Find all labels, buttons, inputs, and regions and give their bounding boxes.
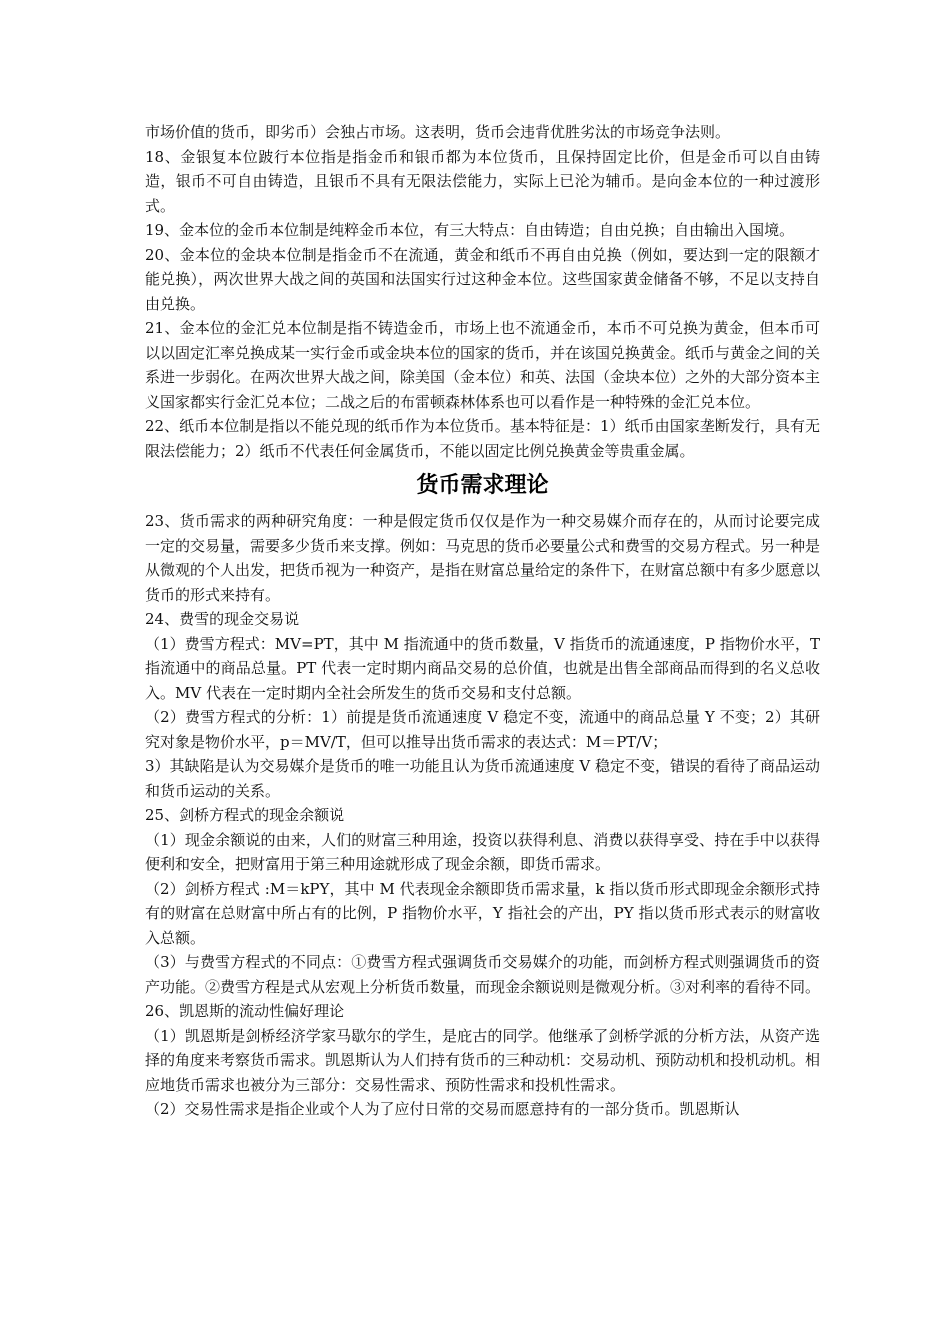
paragraph-top-2: 18、金银复本位跛行本位指是指金币和银币都为本位货币，且保持固定比价，但是金币可以自由铸造，银币不可自由铸造，且银币不具有无限法偿能力，实际上已沦为辅币。是向金本位的一种过渡形式。 — [145, 147, 820, 215]
paragraph-bottom-2: 24、费雪的现金交易说 — [145, 610, 300, 628]
paragraph-top-1: 市场价值的货币，即劣币）会独占市场。这表明，货币会违背优胜劣汰的市场竞争法则。 — [145, 123, 731, 141]
paragraph-bottom-1: 23、货币需求的两种研究角度：一种是假定货币仅仅是作为一种交易媒介而存在的，从而讨论要完成一定的交易量，需要多少货币来支撑。例如：马克思的货币必要量公式和费雪的交易方程式。另一种是从微观的个人出发，把货币视为一种资产，是指在财富总量给定的条件下，在财富总额中有多少愿意以货币的形式来持有。 — [145, 512, 821, 604]
section-title: 货币需求理论 — [416, 473, 549, 498]
paragraph-bottom-5: 3）其缺陷是认为交易媒介是货币的唯一功能且认为货币流通速度 V 稳定不变，错误的看待了商品运动和货币运动的关系。 — [145, 757, 820, 800]
paragraph-bottom-11: （1）凯恩斯是剑桥经济学家马歇尔的学生，是庇古的同学。他继承了剑桥学派的分析方法，从资产选择的角度来考察货币需求。凯恩斯认为人们持有货币的三种动机：交易动机、预防动机和投机动机。相应地货币需求也被分为三部分：交易性需求、预防性需求和投机性需求。 — [145, 1026, 821, 1094]
paragraph-bottom-10: 26、凯恩斯的流动性偏好理论 — [145, 1002, 345, 1020]
paragraph-bottom-8: （2）剑桥方程式 :M＝kPY，其中 M 代表现金余额即货币需求量，k 指以货币形式即现金余额形式持有的财富在总财富中所占有的比例，P 指物价水平，Y 指社会的产出，PY 指以货币形式表示的财富收入总额。 — [145, 879, 820, 947]
paragraph-top-5: 21、金本位的金汇兑本位制是指不铸造金币，市场上也不流通金币，本币不可兑换为黄金，但本币可以以固定汇率兑换成某一实行金币或金块本位的国家的货币，并在该国兑换黄金。纸币与黄金之间的关系进一步弱化。在两次世界大战之间，除美国（金本位）和英、法国（金块本位）之外的大部分资本主义国家都实行金汇兑本位；二战之后的布雷顿森林体系也可以看作是一种特殊的金汇兑本位。 — [145, 319, 821, 411]
paragraph-bottom-9: （3）与费雪方程式的不同点：①费雪方程式强调货币交易媒介的功能，而剑桥方程式则强调货币的资产功能。②费雪方程是式从宏观上分析货币数量，而现金余额说则是微观分析。③对利率的看待不同。 — [145, 953, 821, 996]
paragraph-bottom-3: （1）费雪方程式：MV=PT，其中 M 指流通中的货币数量，V 指货币的流通速度，P 指物价水平，T 指流通中的商品总量。PT 代表一定时期内商品交易的总价值，也就是出售全部商品而得到的名义总收入。MV 代表在一定时期内全社会所发生的货币交易和支付总额。 — [145, 634, 820, 702]
paragraph-bottom-7: （1）现金余额说的由来，人们的财富三种用途，投资以获得利息、消费以获得享受、持在手中以获得便利和安全，把财富用于第三种用途就形成了现金余额，即货币需求。 — [145, 830, 820, 873]
document-page — [145, 120, 820, 1122]
paragraph-top-4: 20、金本位的金块本位制是指金币不在流通，黄金和纸币不再自由兑换（例如，要达到一定的限额才能兑换），两次世界大战之间的英国和法国实行过这种金本位。这些国家黄金储备不够，不足以支持自由兑换。 — [145, 245, 820, 313]
paragraph-top-3: 19、金本位的金币本位制是纯粹金币本位，有三大特点：自由铸造；自由兑换；自由输出入国境。 — [145, 221, 795, 239]
paragraph-bottom-4: （2）费雪方程式的分析：1）前提是货币流通速度 V 稳定不变，流通中的商品总量 Y 不变；2）其研究对象是物价水平，p＝MV/T，但可以推导出货币需求的表达式：M＝PT/V； — [145, 708, 820, 751]
paragraph-bottom-6: 25、剑桥方程式的现金余额说 — [145, 806, 345, 824]
paragraph-top-6: 22、纸币本位制是指以不能兑现的纸币作为本位货币。基本特征是：1）纸币由国家垄断发行，具有无限法偿能力；2）纸币不代表任何金属货币，不能以固定比例兑换黄金等贵重金属。 — [145, 417, 820, 460]
paragraph-bottom-12: （2）交易性需求是指企业或个人为了应付日常的交易而愿意持有的一部分货币。凯恩斯认 — [145, 1100, 740, 1118]
